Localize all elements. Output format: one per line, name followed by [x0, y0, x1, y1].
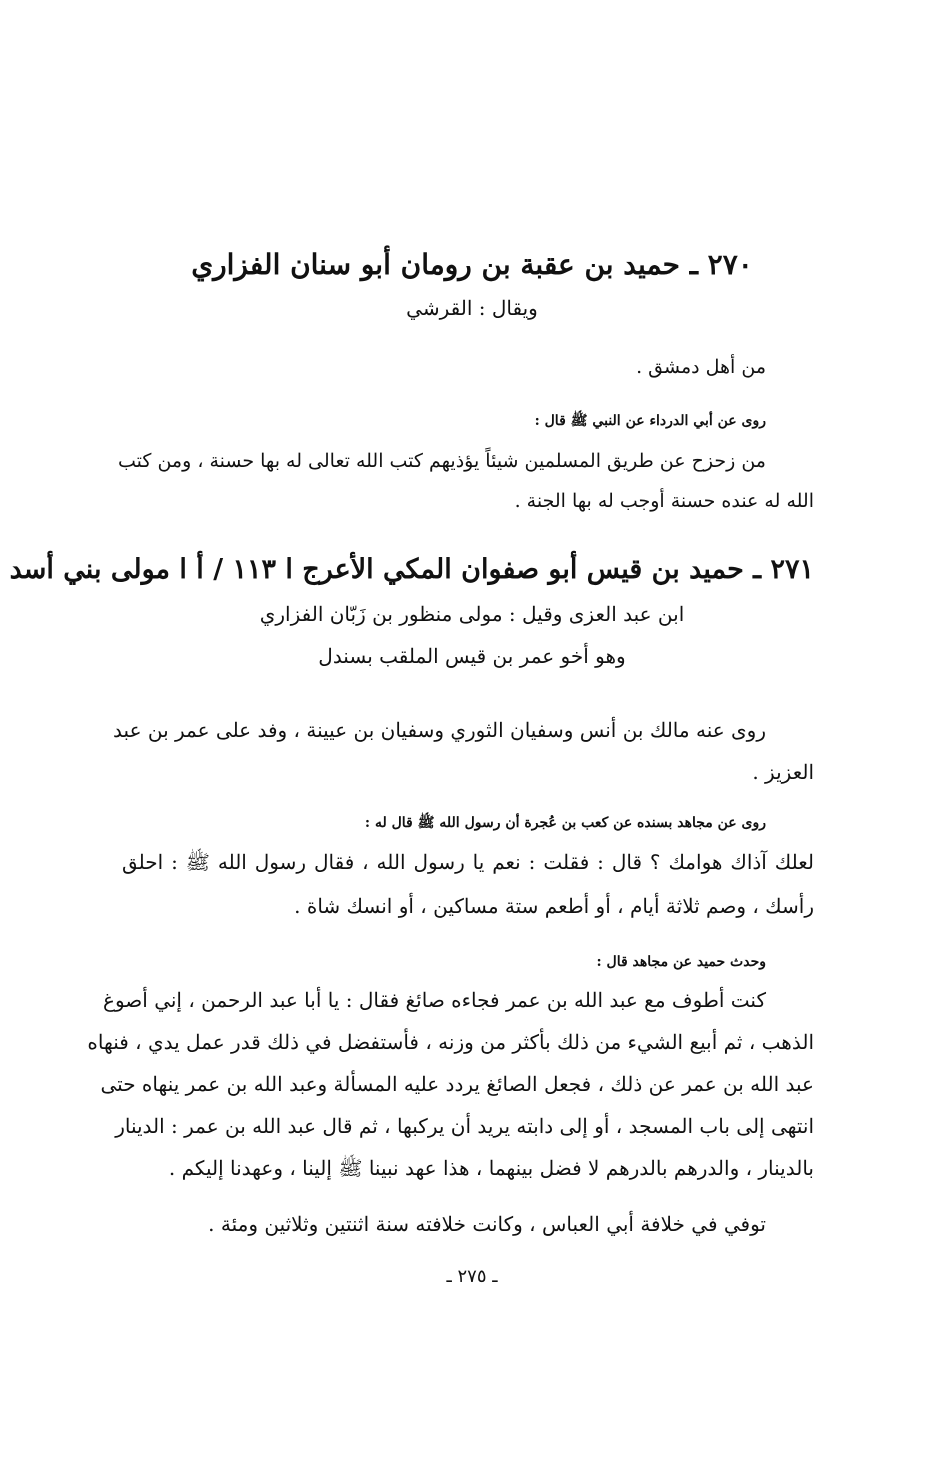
- entry-271-hadith-line-1: لعلك آذاك هوامك ؟ قال : فقلت : نعم يا رسول الله ، فقال رسول الله ﷺ : احلق: [122, 850, 814, 874]
- entry-271-story-line-5: بالدينار ، والدرهم بالدرهم لا فضل بينهما ، هذا عهد نبينا ﷺ إلينا ، وعهدنا إليكم .: [168, 1156, 814, 1180]
- entry-271-hadith-line-2: رأسك ، وصم ثلاثة أيام ، أو أطعم ستة مساكين ، أو انسك شاة .: [294, 894, 814, 918]
- entry-270-origin: من أهل دمشق .: [636, 356, 766, 378]
- entry-271-riwaya: روى عن مجاهد بسنده عن كعب بن عُجرة أن رسول الله ﷺ قال له :: [364, 815, 766, 831]
- entry-271-story-line-3: عبد الله بن عمر عن ذلك ، فجعل الصائغ يردد عليه المسألة وعبد الله بن عمر ينهاه حتى: [100, 1072, 814, 1096]
- entry-270-hadith-line-1: من زحزح عن طريق المسلمين شيئاً يؤذيهم كتب الله تعالى له بها حسنة ، ومن كتب: [117, 450, 766, 472]
- page-number: ـ ٢٧٥ ـ: [446, 1266, 498, 1287]
- entry-270-subtitle: ويقال : القرشي: [406, 296, 538, 320]
- entry-271-story-line-1: كنت أطوف مع عبد الله بن عمر فجاءه صائغ فقال : يا أبا عبد الرحمن ، إني أصوغ: [103, 988, 766, 1012]
- entry-271-subtitle-2: وهو أخو عمر بن قيس الملقب بسندل: [318, 644, 626, 668]
- entry-271-haddath: وحدث حميد عن مجاهد قال :: [596, 954, 766, 970]
- entry-270-title: ٢٧٠ ـ حميد بن عقبة بن رومان أبو سنان الفزاري: [191, 248, 753, 281]
- entry-270-hadith-line-2: الله له عنده حسنة أوجب له بها الجنة .: [514, 490, 814, 512]
- entry-271-story-line-4: انتهى إلى باب المسجد ، أو إلى دابته يريد أن يركبها ، ثم قال عبد الله بن عمر : الدينار: [115, 1114, 814, 1138]
- entry-271-narrators-line-1: روى عنه مالك بن أنس وسفيان الثوري وسفيان بن عيينة ، وفد على عمر بن عبد: [113, 718, 766, 742]
- entry-270-riwaya: روى عن أبي الدرداء عن النبي ﷺ قال :: [534, 413, 766, 429]
- entry-271-narrators-line-2: العزيز .: [752, 760, 814, 784]
- entry-271-story-line-2: الذهب ، ثم أبيع الشيء من ذلك بأكثر من وزنه ، فأستفضل في ذلك قدر عمل يدي ، فنهاه: [87, 1030, 814, 1054]
- entry-271-subtitle-1: ابن عبد العزى وقيل : مولى منظور بن زَبّان الفزاري: [259, 602, 685, 626]
- entry-271-title: ٢٧١ ـ حميد بن قيس أبو صفوان المكي الأعرج ا ١١٣ / أ ا مولى بني أسد: [9, 554, 814, 585]
- entry-271-death: توفي في خلافة أبي العباس ، وكانت خلافته سنة اثنتين وثلاثين ومئة .: [208, 1212, 766, 1236]
